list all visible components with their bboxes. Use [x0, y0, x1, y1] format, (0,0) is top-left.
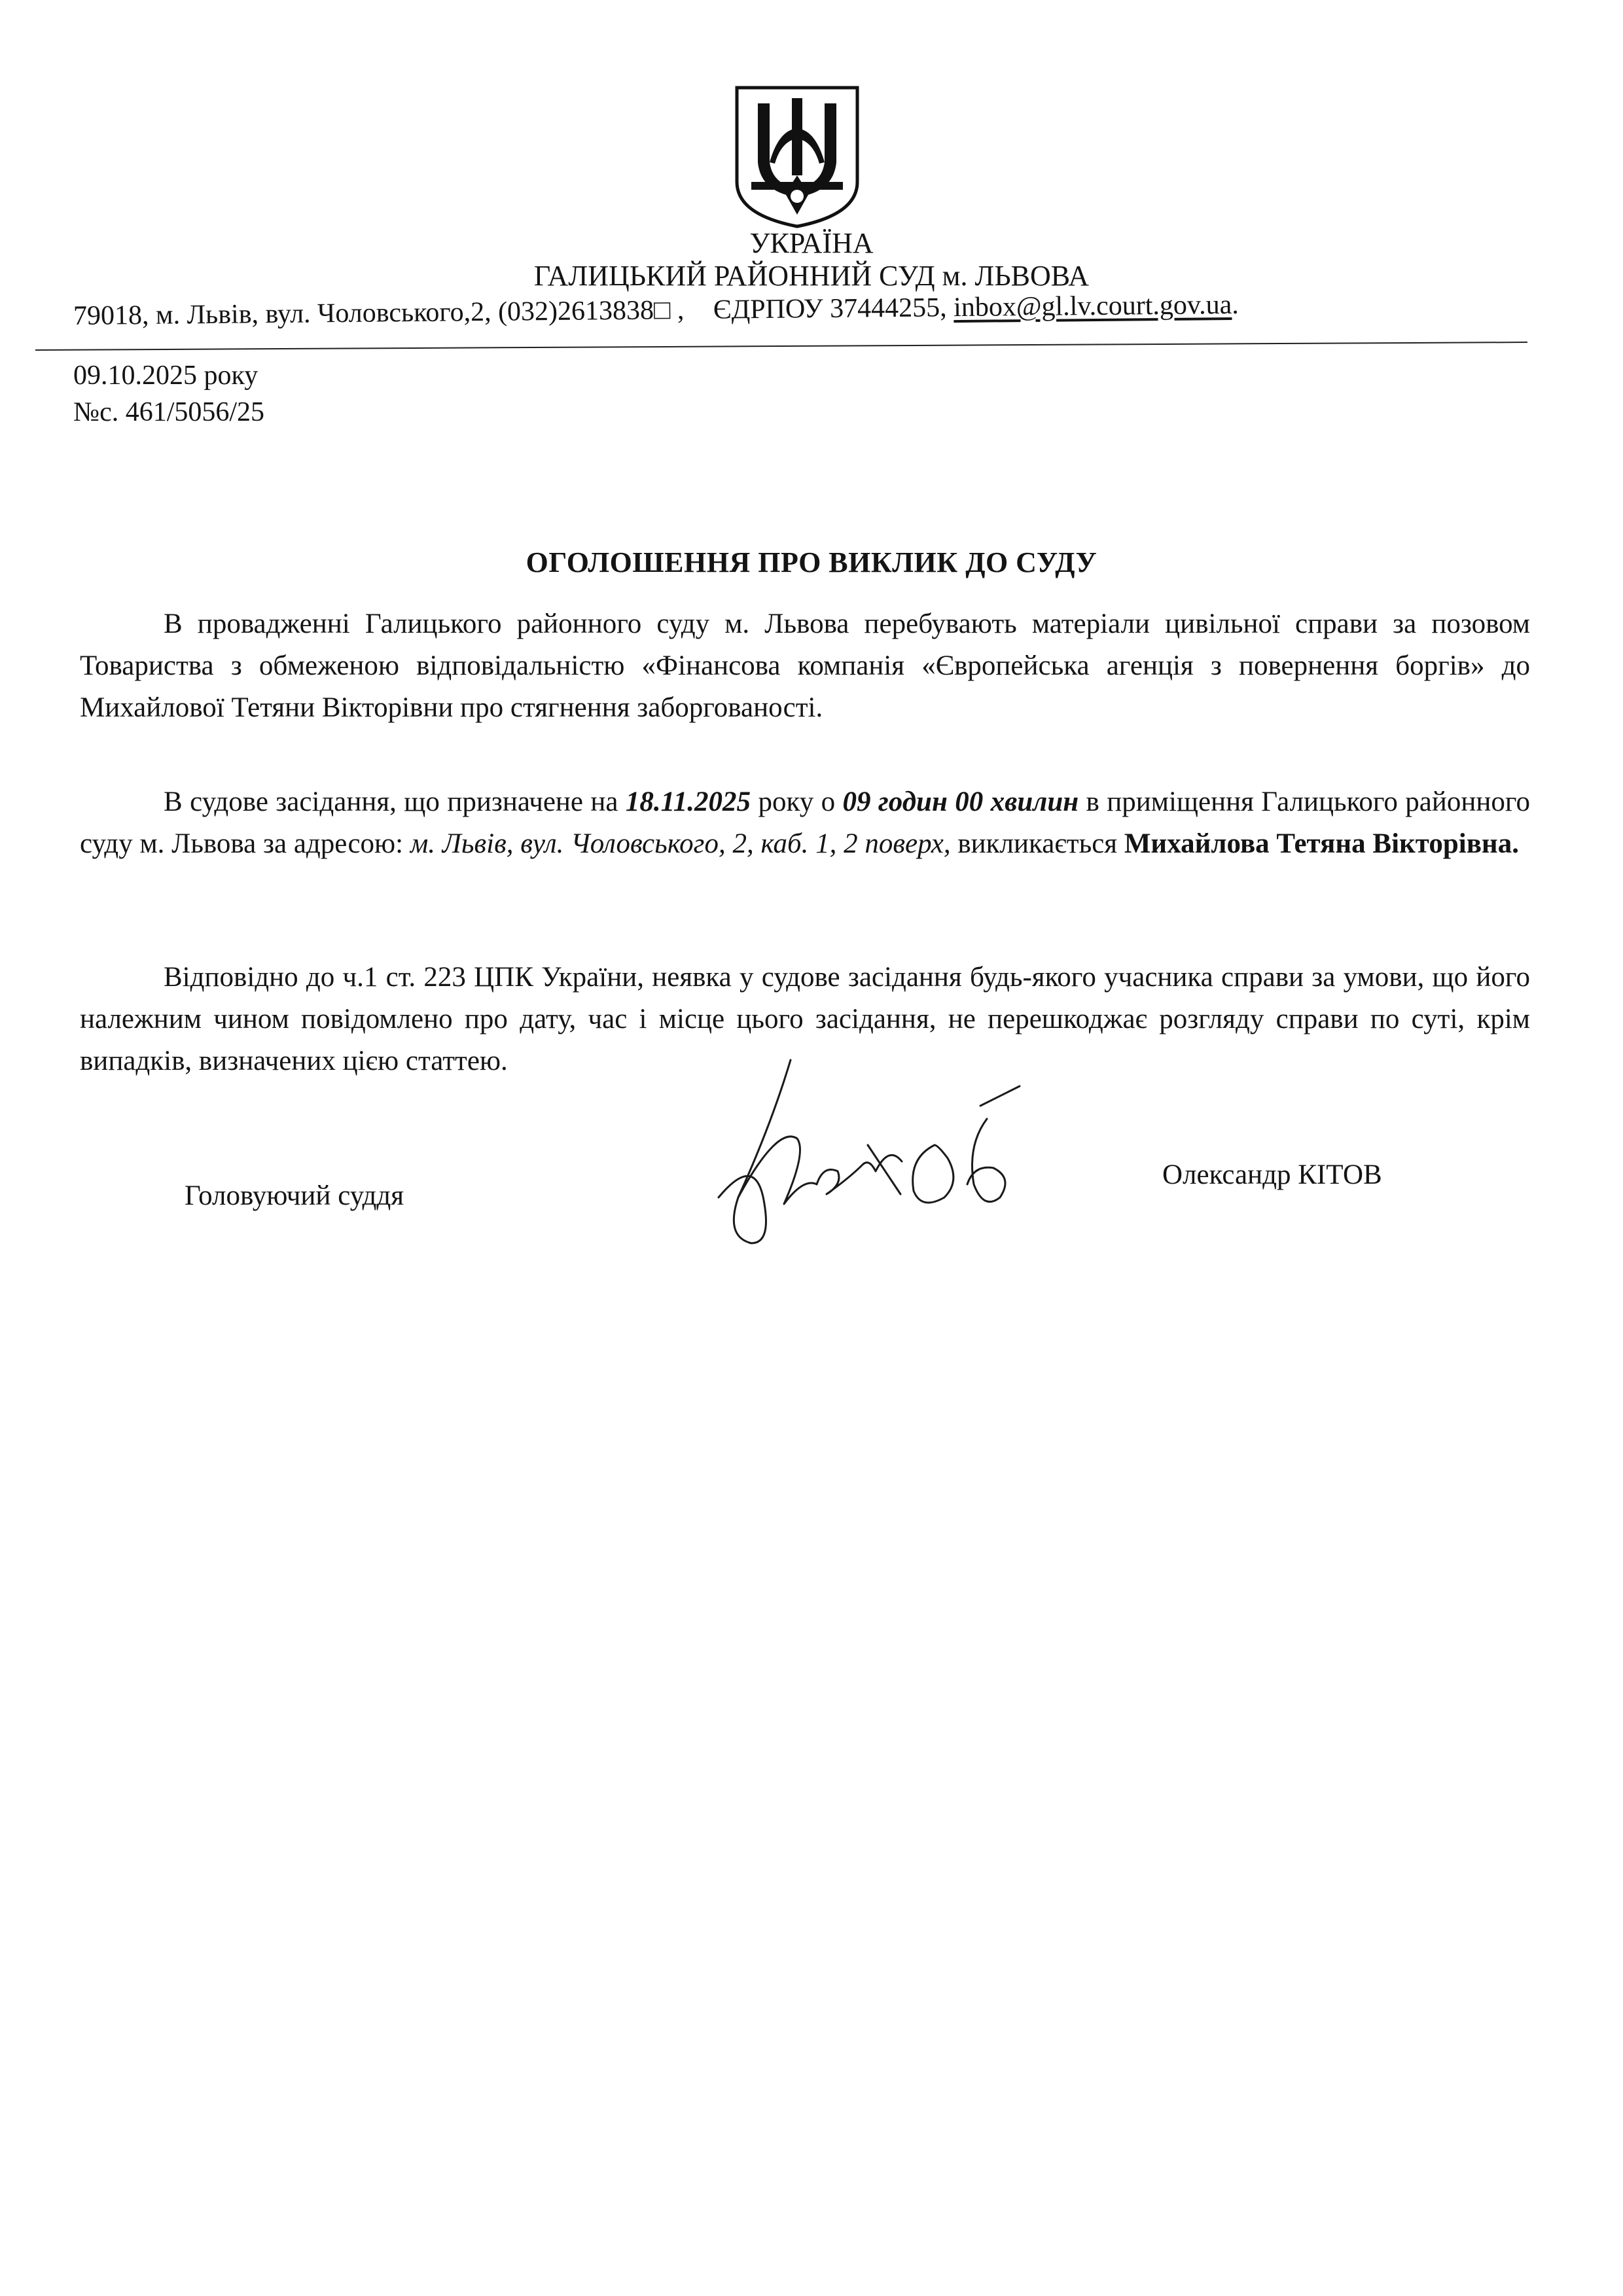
court-name: ГАЛИЦЬКИЙ РАЙОННИЙ СУД м. ЛЬВОВА	[533, 260, 1090, 292]
hearing-text-4: викликається	[950, 828, 1124, 859]
hearing-date: 18.11.2025	[625, 786, 751, 817]
hearing-text-2: року о	[751, 786, 843, 817]
document-date: 09.10.2025 року	[73, 361, 259, 391]
paragraph1-text: В провадженні Галицького районного суду м. Львова перебувають матеріали цивільної справи за позовом Товариства з обмеженою відповідальністю «Фінансова компанія «Європейська агенція з повернення боргів» до Михайлової Тетяни Вікторівни про стягнення заборгованості.	[80, 609, 1530, 723]
court-contacts	[73, 289, 1239, 332]
hearing-text-1: В судове засідання, що призначене на	[164, 786, 626, 817]
coat-of-arms-icon	[732, 84, 863, 229]
court-edrpou: ЄДРПОУ 37444255,	[713, 292, 947, 325]
paragraph3-text: Відповідно до ч.1 ст. 223 ЦПК України, неявка у судове засідання будь-якого учасника справи за умови, що його належним чином повідомлено про дату, час і місце цього засідання, не перешкоджає розгляду справи по суті, крім випадків, визначених цією статтею.	[80, 962, 1530, 1076]
paragraph-case-materials	[80, 603, 1530, 729]
document-title: ОГОЛОШЕННЯ ПРО ВИКЛИК ДО СУДУ	[526, 546, 1097, 578]
court-email-link[interactable]: inbox@gl.lv.court.gov.ua	[953, 290, 1232, 323]
court-phone: (032)2613838□ ,	[497, 295, 685, 327]
judge-name: Олександр КІТОВ	[1162, 1159, 1382, 1190]
court-address: 79018, м. Львів, вул. Чоловського,2,	[73, 296, 491, 331]
judge-signature	[692, 1047, 1033, 1263]
paragraph-hearing	[80, 781, 1530, 865]
summoned-person: Михайлова Тетяна Вікторівна.	[1124, 828, 1519, 859]
hearing-text-3: в приміщення Галицького районного суду м. Львова за адресою:	[80, 786, 1530, 859]
header-divider	[35, 342, 1527, 351]
country-name: УКРАЇНА	[749, 227, 874, 259]
email-suffix: .	[1232, 289, 1240, 321]
hearing-address: м. Львів, вул. Чоловського, 2, каб. 1, 2 поверх,	[410, 828, 951, 859]
hearing-time: 09 годин 00 хвилин	[842, 786, 1079, 817]
signatory-role: Головуючий суддя	[185, 1180, 404, 1211]
case-number: №с. 461/5056/25	[73, 397, 265, 427]
